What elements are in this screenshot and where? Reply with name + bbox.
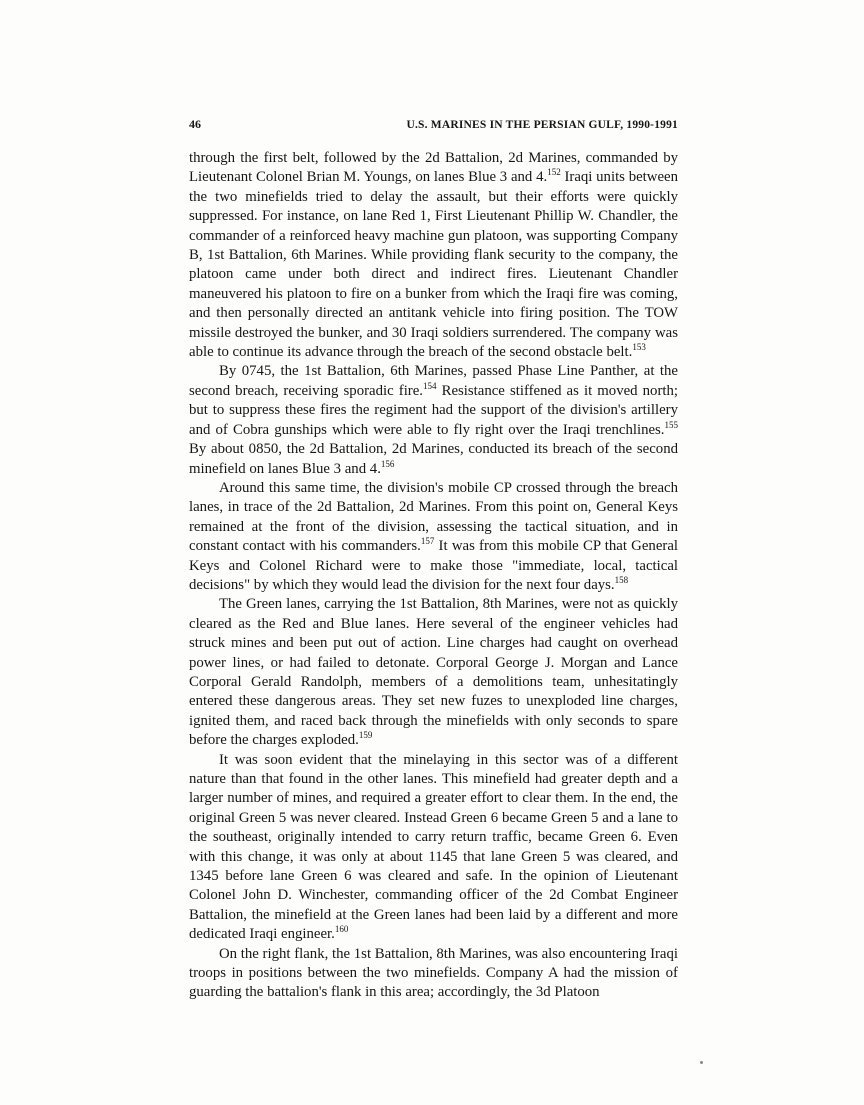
footnote-ref: 157 (420, 536, 435, 547)
page-number: 46 (189, 117, 201, 131)
footnote-ref: 156 (380, 458, 395, 469)
paragraph: On the right flank, the 1st Battalion, 8th Marines, was also encountering Iraqi troops in positions between the two minefields. Company A had the mission of guarding the battalion's flank in this area; accordingly, the 3d Platoon (189, 945, 679, 1001)
footnote-ref: 158 (614, 575, 629, 586)
footnote-ref: 153 (632, 342, 646, 353)
footnote-ref: 152 (547, 167, 561, 178)
paragraph: By 0745, the 1st Battalion, 6th Marines, passed Phase Line Panther, at the second breach, receiving sporadic fire.$^{154}$ Resistance stiffened as it moved north; but to suppress these fires the regiment had the support of the division's artillery and of Cobra gunships which were able to fly right over the Iraqi trenchlines.$^{155}$ By about 0850, the 2d Battalion, 2d Marines, conducted its breach of the second minefield on lanes Blue 3 and 4.$^{156}$ (189, 363, 679, 477)
scan-artifact-dot (700, 1061, 703, 1064)
page-content (189, 117, 678, 1003)
footnote-ref: 154 (423, 380, 437, 391)
paragraph: Around this same time, the division's mobile CP crossed through the breach lanes, in trace of the 2d Battalion, 2d Marines. From this point on, General Keys remained at the front of the division, assessing the tactical situation, and in constant contact with his commanders.$^{157}$ It was from this mobile CP that General Keys and Colonel Richard were to make those "immediate, local, tactical decisions" by which they would lead the division for the next four days.$^{158}$ (189, 479, 678, 593)
running-title: U.S. MARINES IN THE PERSIAN GULF, 1990-1991 (406, 119, 678, 131)
running-header (189, 117, 678, 132)
footnote-ref: 160 (334, 924, 349, 935)
footnote-ref: 155 (664, 419, 678, 430)
paragraph: through the first belt, followed by the 2d Battalion, 2d Marines, commanded by Lieutenant Colonel Brian M. Youngs, on lanes Blue 3 and 4.$^{152}$ Iraqi units between the two minefields tried to delay the assault, but their efforts were quickly suppressed. For instance, on lane Red 1, First Lieutenant Phillip W. Chandler, the commander of a reinforced heavy machine gun platoon, was supporting Company B, 1st Battalion, 6th Marines. While providing flank security to the company, the platoon came under both direct and indirect fires. Lieutenant Chandler maneuvered his platoon to fire on a bunker from which the Iraqi fire was coming, and then personally directed an antitank vehicle into firing position. The TOW missile destroyed the bunker, and 30 Iraqi soldiers surrendered. The company was able to continue its advance through the breach of the second obstacle belt.$^{153}$ (189, 150, 678, 361)
paragraph: The Green lanes, carrying the 1st Battalion, 8th Marines, were not as quickly cleared as the Red and Blue lanes. Here several of the engineer vehicles had struck mines and been put out of action. Line charges had caught on overhead power lines, or had failed to detonate. Corporal George J. Morgan and Lance Corporal Gerald Randolph, members of a demolitions team, unhesitatingly entered these dangerous areas. They set new fuzes to unexploded line charges, ignited them, and raced back through the minefields with only seconds to spare before the charges exploded.$^{159}$ (189, 596, 678, 749)
footnote-ref: 159 (358, 730, 373, 741)
body-text (189, 149, 678, 1003)
paragraph: It was soon evident that the minelaying in this sector was of a different nature than that found in the other lanes. This minefield had greater depth and a larger number of mines, and required a greater effort to clear them. In the end, the original Green 5 was never cleared. Instead Green 6 became Green 5 and a lane to the southeast, originally intended to carry return traffic, became Green 6. Even with this change, it was only at about 1145 that lane Green 5 was cleared, and 1345 before lane Green 6 was cleared and safe. In the opinion of Lieutenant Colonel John D. Winchester, commanding officer of the 2d Combat Engineer Battalion, the minefield at the Green lanes had been laid by a different and more dedicated Iraqi engineer.$^{160}$ (189, 751, 678, 943)
